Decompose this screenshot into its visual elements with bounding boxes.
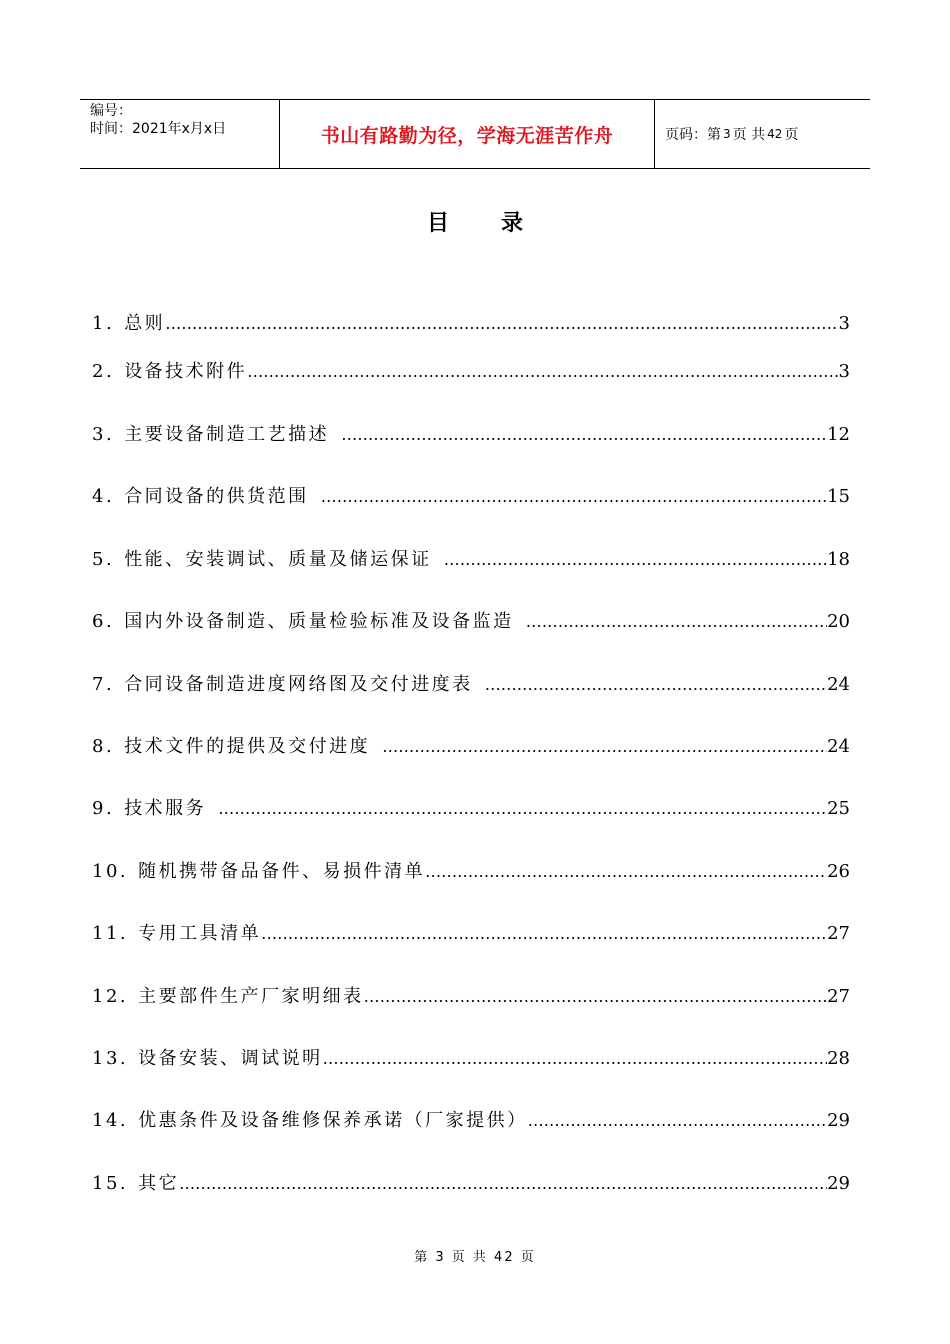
toc-page-number: 12 <box>827 424 850 445</box>
toc-number: 5. <box>92 549 115 570</box>
toc-leader <box>218 799 827 818</box>
toc-leader <box>321 487 827 506</box>
toc-page-number: 29 <box>827 1110 850 1131</box>
toc-number: 6. <box>92 611 115 632</box>
toc-entry-11[interactable] <box>92 919 850 949</box>
toc-page-number: 3 <box>838 313 850 334</box>
page-prefix: 页码：第 <box>665 127 721 143</box>
page-title: 目录 <box>426 211 575 236</box>
toc-entry-14[interactable] <box>92 1106 850 1136</box>
time-label: 时间：2021年x月x日 <box>90 121 227 137</box>
toc-number: 4. <box>92 486 115 507</box>
page-mid: 页 共 <box>732 127 766 143</box>
toc-label: 随机携带备品备件、易损件清单 <box>138 861 426 882</box>
toc-label: 设备安装、调试说明 <box>138 1048 323 1069</box>
toc-label: 合同设备的供货范围 <box>124 486 309 507</box>
toc-leader <box>179 1174 827 1193</box>
toc-page-number: 3 <box>838 361 850 382</box>
toc-leader <box>526 612 827 631</box>
toc-label: 优惠条件及设备维修保养承诺（厂家提供） <box>138 1110 528 1131</box>
toc-number: 9. <box>92 798 115 819</box>
toc-number: 12. <box>92 986 129 1007</box>
toc-leader <box>165 314 838 333</box>
toc-page-number: 18 <box>827 549 850 570</box>
toc-leader <box>323 1049 827 1068</box>
toc-leader <box>425 862 827 881</box>
toc-page-number: 20 <box>827 611 850 632</box>
toc-number: 14. <box>92 1110 129 1131</box>
toc-leader <box>364 987 827 1006</box>
toc-page-number: 15 <box>827 486 850 507</box>
toc-entry-3[interactable] <box>92 420 850 450</box>
toc-entry-15[interactable] <box>92 1169 850 1199</box>
toc-label: 总则 <box>124 313 166 334</box>
toc-entry-10[interactable] <box>92 857 850 887</box>
toc-page-number: 28 <box>827 1048 850 1069</box>
page-header <box>80 99 870 169</box>
toc-leader <box>444 550 827 569</box>
header-motto: 书山有路勤为径，学海无涯苦作舟 <box>280 100 655 168</box>
header-meta <box>80 100 280 168</box>
toc-label: 技术文件的提供及交付进度 <box>124 736 371 757</box>
toc-page-number: 25 <box>827 798 850 819</box>
toc-entry-8[interactable] <box>92 732 850 762</box>
toc-leader <box>261 924 827 943</box>
toc-leader <box>528 1111 827 1130</box>
toc-entry-1[interactable] <box>92 309 850 339</box>
toc-label: 主要部件生产厂家明细表 <box>138 986 364 1007</box>
toc-entry-2[interactable] <box>92 357 850 387</box>
toc-page-number: 26 <box>827 861 850 882</box>
page-current: 3 <box>723 127 731 141</box>
page-total: 42 <box>767 127 783 141</box>
toc-label: 国内外设备制造、质量检验标准及设备监造 <box>124 611 514 632</box>
toc-label: 主要设备制造工艺描述 <box>124 424 330 445</box>
toc-label: 专用工具清单 <box>138 923 262 944</box>
toc-number: 3. <box>92 424 115 445</box>
toc-label: 性能、安装调试、质量及储运保证 <box>124 549 432 570</box>
toc-number: 11. <box>92 923 129 944</box>
toc-entry-6[interactable] <box>92 607 850 637</box>
toc-label: 设备技术附件 <box>124 361 248 382</box>
page-suffix: 页 <box>784 127 799 143</box>
toc-page-number: 27 <box>827 986 850 1007</box>
toc-leader <box>247 362 838 381</box>
header-page-info <box>655 100 870 168</box>
toc-number: 7. <box>92 674 115 695</box>
toc-number: 2. <box>92 361 115 382</box>
toc-leader <box>382 737 827 756</box>
toc-number: 10. <box>92 861 129 882</box>
toc-label: 合同设备制造进度网络图及交付进度表 <box>124 674 473 695</box>
toc-number: 8. <box>92 736 115 757</box>
toc-entry-12[interactable] <box>92 982 850 1012</box>
toc-entry-7[interactable] <box>92 670 850 700</box>
toc-number: 13. <box>92 1048 129 1069</box>
toc-leader <box>485 675 827 694</box>
toc-number: 1. <box>92 313 115 334</box>
number-label: 编号： <box>90 103 132 119</box>
toc-entry-13[interactable] <box>92 1044 850 1074</box>
toc-label: 技术服务 <box>124 798 207 819</box>
toc-number: 15. <box>92 1173 129 1194</box>
toc-page-number: 29 <box>827 1173 850 1194</box>
toc-entry-9[interactable] <box>92 794 850 824</box>
toc-entry-4[interactable] <box>92 482 850 512</box>
toc-page-number: 24 <box>827 674 850 695</box>
toc-page-number: 24 <box>827 736 850 757</box>
toc-leader <box>341 425 827 444</box>
toc-page-number: 27 <box>827 923 850 944</box>
toc-entry-5[interactable] <box>92 545 850 575</box>
toc-label: 其它 <box>138 1173 180 1194</box>
page-footer: 第 3 页 共 42 页 <box>414 1250 536 1265</box>
